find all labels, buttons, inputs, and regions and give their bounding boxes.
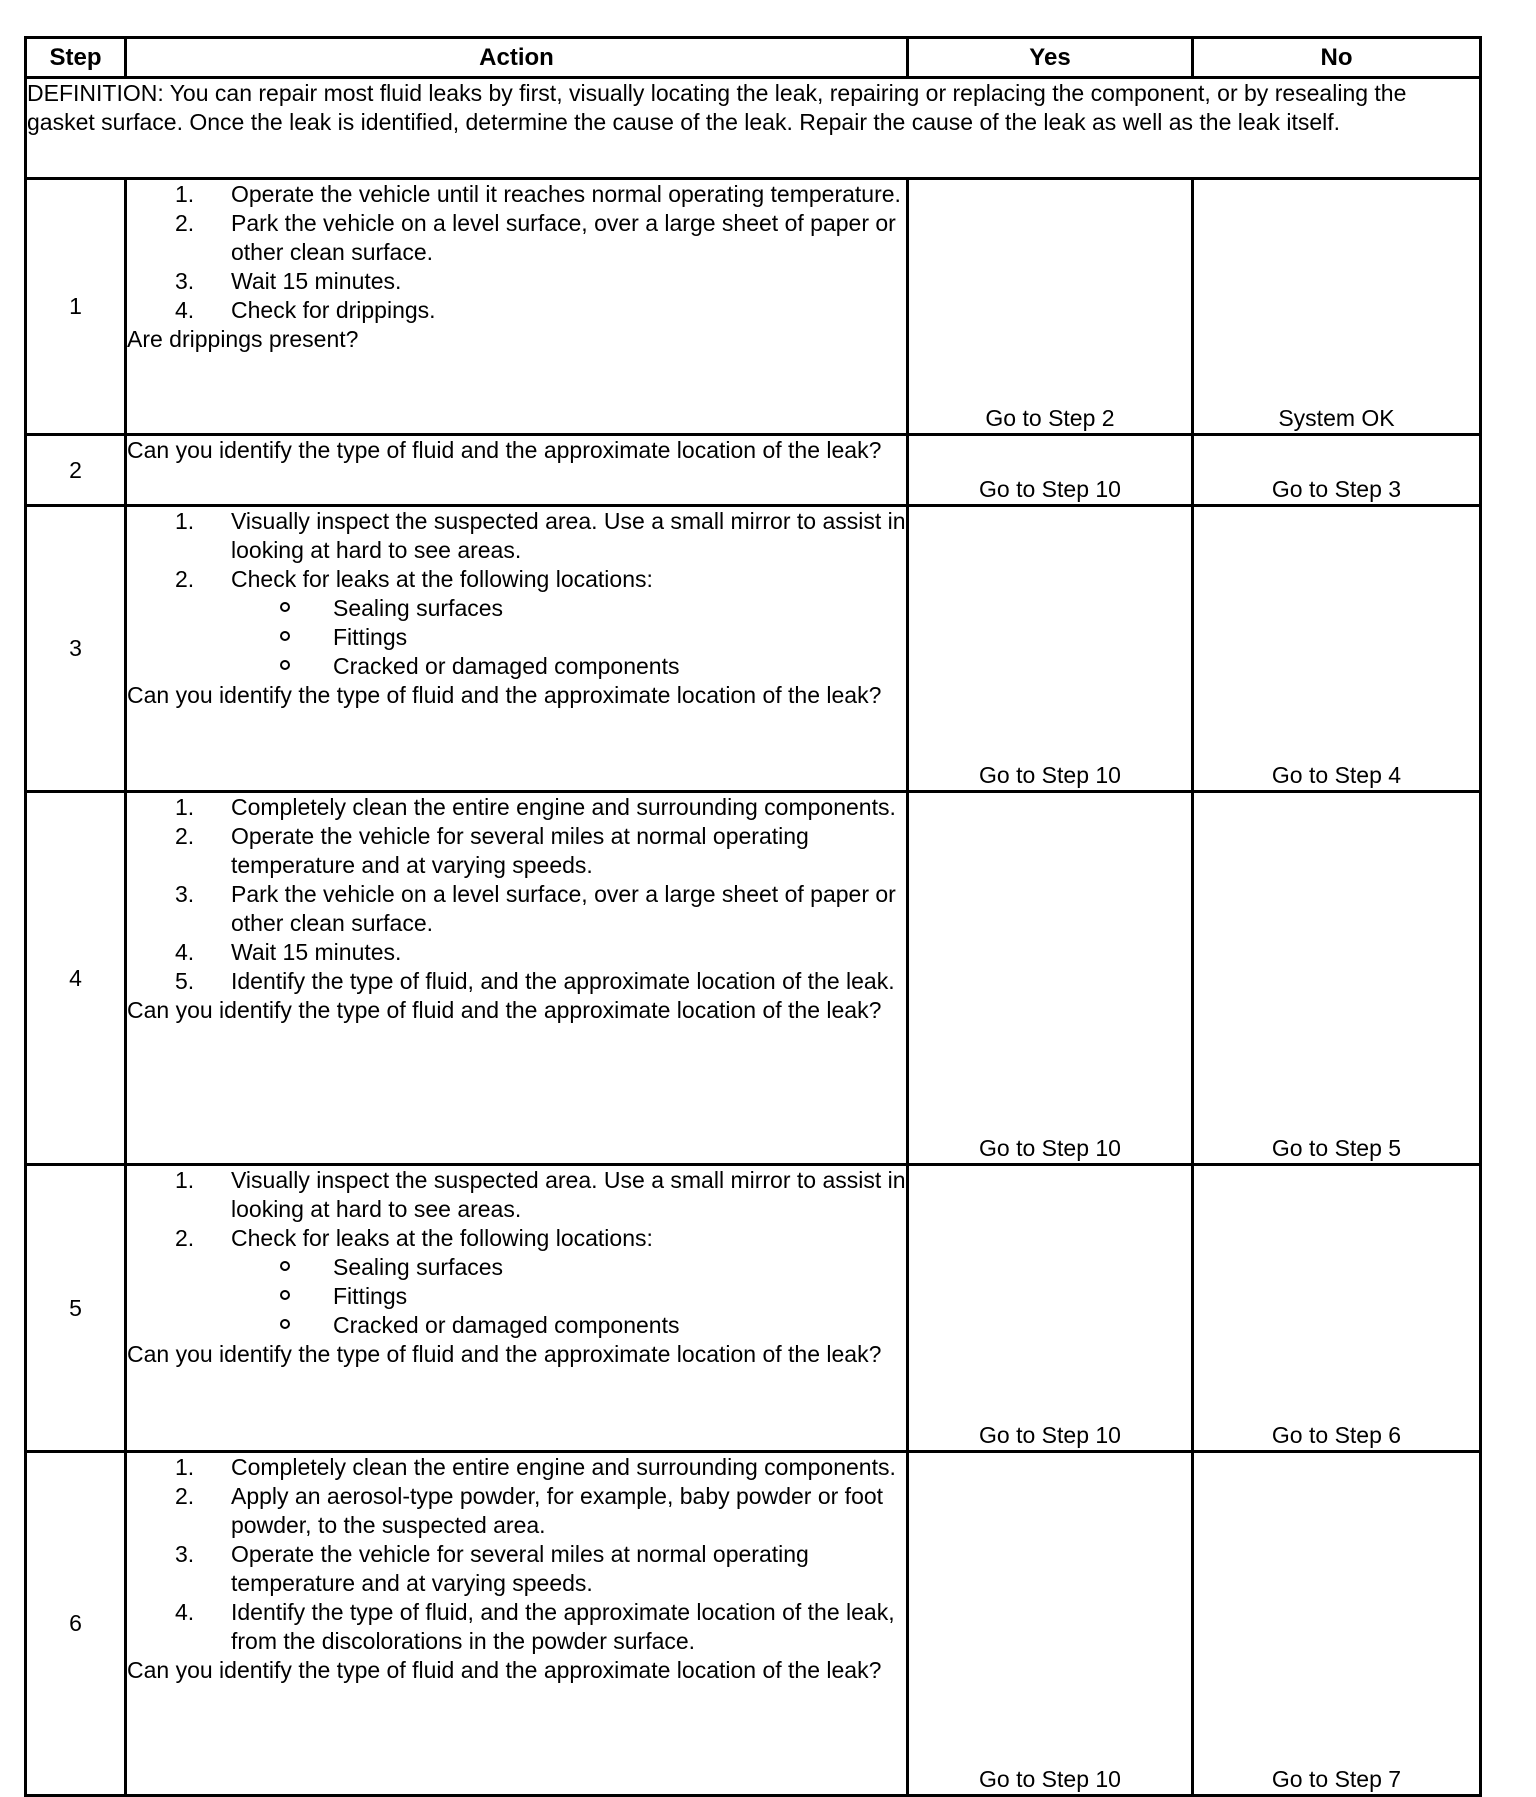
item-text: Identify the type of fluid, and the approximate location of the leak, from the discolorations in the powder surface. [231, 1599, 895, 1654]
list-item [175, 1540, 906, 1598]
action-list [127, 793, 906, 996]
action-question: Can you identify the type of fluid and the approximate location of the leak? [127, 682, 882, 708]
step-number: 5 [26, 1165, 126, 1452]
item-text: Check for leaks at the following locations: [231, 1225, 653, 1251]
action-list [127, 180, 906, 325]
list-item [175, 507, 906, 565]
header-step: Step [26, 38, 126, 78]
no-result: Go to Step 6 [1193, 1165, 1481, 1452]
sub-list [231, 594, 906, 681]
definition-row [26, 78, 1481, 179]
header-row [26, 38, 1481, 78]
item-number: 2. [175, 1225, 195, 1251]
list-item [175, 296, 906, 325]
list-item [175, 793, 906, 822]
table-row [26, 506, 1481, 792]
item-number: 2. [175, 566, 195, 592]
no-result: Go to Step 5 [1193, 792, 1481, 1165]
action-question: Can you identify the type of fluid and the approximate location of the leak? [127, 1657, 882, 1683]
no-result: Go to Step 4 [1193, 506, 1481, 792]
definition-text: DEFINITION: You can repair most fluid leaks by first, visually locating the leak, repairing or replacing the component, or by resealing the gasket surface. Once the leak is identified, determine the cause of the leak. Repair the cause of the leak as well as the leak itself. [26, 78, 1481, 179]
action-cell [126, 506, 908, 792]
circle-bullet-icon [280, 631, 290, 641]
table-row [26, 179, 1481, 435]
step-number: 1 [26, 179, 126, 435]
header-action: Action [126, 38, 908, 78]
step-number: 2 [26, 435, 126, 506]
list-item [175, 565, 906, 681]
item-text: Completely clean the entire engine and surrounding components. [231, 1454, 896, 1480]
no-result: Go to Step 7 [1193, 1452, 1481, 1796]
yes-result: Go to Step 10 [908, 506, 1193, 792]
item-number: 3. [175, 268, 195, 294]
list-item [175, 1482, 906, 1540]
circle-bullet-icon [280, 1319, 290, 1329]
step-number: 4 [26, 792, 126, 1165]
item-text: Park the vehicle on a level surface, over a large sheet of paper or other clean surface. [231, 210, 896, 265]
item-text: Operate the vehicle until it reaches normal operating temperature. [231, 181, 901, 207]
action-list [127, 1166, 906, 1340]
item-text: Apply an aerosol-type powder, for example, baby powder or foot powder, to the suspected area. [231, 1483, 884, 1538]
action-cell [126, 1452, 908, 1796]
circle-bullet-icon [280, 602, 290, 612]
list-item [175, 1166, 906, 1224]
item-number: 2. [175, 823, 195, 849]
action-question: Can you identify the type of fluid and the approximate location of the leak? [127, 997, 882, 1023]
list-item [175, 180, 906, 209]
sub-list-item [333, 1253, 906, 1282]
yes-result: Go to Step 10 [908, 435, 1193, 506]
item-text: Operate the vehicle for several miles at normal operating temperature and at varying speeds. [231, 1541, 809, 1596]
list-item [175, 880, 906, 938]
list-item [175, 822, 906, 880]
item-number: 3. [175, 881, 195, 907]
action-question: Can you identify the type of fluid and the approximate location of the leak? [127, 437, 882, 463]
item-number: 1. [175, 1167, 195, 1193]
yes-result: Go to Step 2 [908, 179, 1193, 435]
item-number: 4. [175, 939, 195, 965]
item-text: Visually inspect the suspected area. Use a small mirror to assist in looking at hard to see areas. [231, 508, 906, 563]
no-result: System OK [1193, 179, 1481, 435]
action-cell [126, 435, 908, 506]
step-number: 6 [26, 1452, 126, 1796]
sub-list-item [333, 652, 906, 681]
list-item [175, 1453, 906, 1482]
item-text: Park the vehicle on a level surface, over a large sheet of paper or other clean surface. [231, 881, 896, 936]
item-text: Wait 15 minutes. [231, 268, 402, 294]
item-text: Check for drippings. [231, 297, 436, 323]
sub-list-item [333, 623, 906, 652]
list-item [175, 1224, 906, 1340]
action-cell [126, 179, 908, 435]
list-item [175, 267, 906, 296]
item-text: Visually inspect the suspected area. Use a small mirror to assist in looking at hard to see areas. [231, 1167, 906, 1222]
circle-bullet-icon [280, 1261, 290, 1271]
yes-result: Go to Step 10 [908, 1452, 1193, 1796]
sub-list-item [333, 594, 906, 623]
diagnostic-table [24, 36, 1482, 1797]
item-number: 1. [175, 181, 195, 207]
list-item [175, 209, 906, 267]
item-text: Wait 15 minutes. [231, 939, 402, 965]
item-number: 4. [175, 1599, 195, 1625]
action-list [127, 1453, 906, 1656]
action-cell [126, 792, 908, 1165]
sub-item-text: Cracked or damaged components [333, 653, 680, 679]
sub-item-text: Sealing surfaces [333, 1254, 504, 1280]
item-text: Check for leaks at the following locations: [231, 566, 653, 592]
yes-result: Go to Step 10 [908, 792, 1193, 1165]
header-no: No [1193, 38, 1481, 78]
document-page [24, 36, 1479, 1797]
item-number: 2. [175, 1483, 195, 1509]
list-item [175, 938, 906, 967]
item-number: 1. [175, 1454, 195, 1480]
item-number: 3. [175, 1541, 195, 1567]
item-number: 1. [175, 794, 195, 820]
action-list [127, 507, 906, 681]
table-row [26, 1165, 1481, 1452]
action-cell [126, 1165, 908, 1452]
table-row [26, 1452, 1481, 1796]
sub-list-item [333, 1282, 906, 1311]
item-number: 5. [175, 968, 195, 994]
sub-item-text: Cracked or damaged components [333, 1312, 680, 1338]
list-item [175, 1598, 906, 1656]
step-number: 3 [26, 506, 126, 792]
sub-item-text: Fittings [333, 1283, 408, 1309]
sub-list [231, 1253, 906, 1340]
table-row [26, 792, 1481, 1165]
action-question: Are drippings present? [127, 326, 359, 352]
item-number: 1. [175, 508, 195, 534]
no-result: Go to Step 3 [1193, 435, 1481, 506]
sub-item-text: Fittings [333, 624, 408, 650]
sub-item-text: Sealing surfaces [333, 595, 504, 621]
item-number: 2. [175, 210, 195, 236]
item-text: Operate the vehicle for several miles at normal operating temperature and at varying speeds. [231, 823, 809, 878]
item-number: 4. [175, 297, 195, 323]
sub-list-item [333, 1311, 906, 1340]
list-item [175, 967, 906, 996]
action-question: Can you identify the type of fluid and the approximate location of the leak? [127, 1341, 882, 1367]
circle-bullet-icon [280, 1290, 290, 1300]
yes-result: Go to Step 10 [908, 1165, 1193, 1452]
item-text: Identify the type of fluid, and the approximate location of the leak. [231, 968, 895, 994]
table-row [26, 435, 1481, 506]
item-text: Completely clean the entire engine and surrounding components. [231, 794, 896, 820]
circle-bullet-icon [280, 660, 290, 670]
header-yes: Yes [908, 38, 1193, 78]
